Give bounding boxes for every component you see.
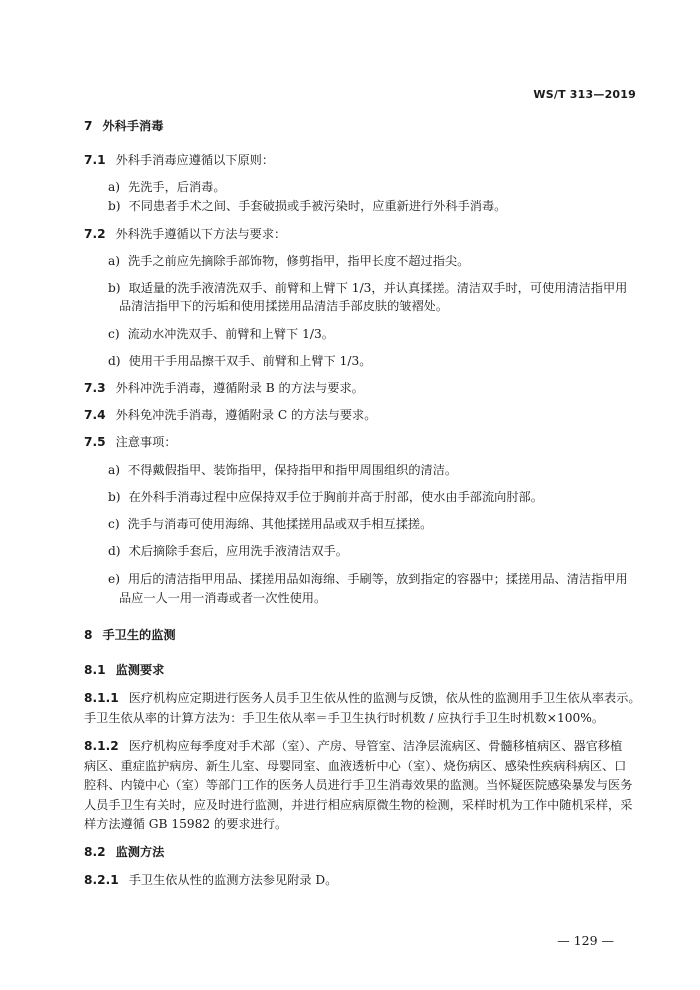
list-label: b) <box>108 490 121 504</box>
list-label: a) <box>108 254 121 268</box>
clause-8-1-2-line-2: 病区、重症监护病房、新生儿室、母婴同室、血液透析中心（室）、烧伤病区、感染性疾病科病区、口 <box>84 759 627 773</box>
list-label: c) <box>108 517 120 531</box>
clause-7-5 <box>84 433 644 452</box>
clause-7-2-c <box>108 325 648 344</box>
list-text: 取适量的洗手液清洗双手、前臂和上臂下 1/3，并认真揉搓。清洁双手时，可使用清洁指甲用 <box>128 281 628 295</box>
clause-title: 监测要求 <box>115 663 165 677</box>
clause-number: 8.2 <box>84 845 106 859</box>
section-title: 外科手消毒 <box>102 119 164 133</box>
section-8-heading <box>84 626 644 645</box>
clause-7-1 <box>84 151 644 170</box>
clause-7-2-b <box>108 279 648 298</box>
list-text: 用后的清洁指甲用品、揉搓用品如海绵、手刷等，放到指定的容器中；揉搓用品、清洁指甲用 <box>127 572 628 586</box>
clause-number: 7.2 <box>84 227 106 241</box>
clause-number: 8.1 <box>84 663 106 677</box>
list-label: a) <box>108 180 121 194</box>
clause-number: 8.1.1 <box>84 691 119 705</box>
clause-8-1-2-line-4: 人员手卫生有关时，应及时进行监测，并进行相应病原微生物的检测，采样时机为工作中随机采样，采 <box>84 798 633 812</box>
clause-text: 手卫生依从性的监测方法参见附录 D。 <box>128 873 338 887</box>
clause-7-2-a <box>108 252 648 271</box>
clause-7-2-d <box>108 352 648 371</box>
clause-8-1-2-line-3: 腔科、内镜中心（室）等部门工作的医务人员进行手卫生消毒效果的监测。当怀疑医院感染暴发与医务 <box>84 778 633 792</box>
list-text: 术后摘除手套后，应用洗手液清洁双手。 <box>128 544 348 558</box>
clause-number: 7.3 <box>84 381 106 395</box>
list-label: d) <box>108 544 121 558</box>
clause-7-2-b-continued: 品清洁指甲下的污垢和使用揉搓用品清洁手部皮肤的皱褶处。 <box>119 299 449 313</box>
list-text: 不得戴假指甲、装饰指甲，保持指甲和指甲周围组织的清洁。 <box>128 463 458 477</box>
list-text: 在外科手消毒过程中应保持双手位于胸前并高于肘部，使水由手部流向肘部。 <box>128 490 543 504</box>
list-label: e) <box>108 572 120 586</box>
clause-number: 8.1.2 <box>84 739 119 753</box>
clause-number: 8.2.1 <box>84 873 119 887</box>
clause-7-5-a <box>108 461 648 480</box>
clause-8-1-2 <box>84 737 644 756</box>
list-label: c) <box>108 327 120 341</box>
list-label: d) <box>108 354 121 368</box>
section-title: 手卫生的监测 <box>102 628 176 642</box>
clause-7-3 <box>84 379 644 398</box>
list-text: 先洗手，后消毒。 <box>128 180 226 194</box>
list-text: 不同患者手术之间、手套破损或手被污染时，应重新进行外科手消毒。 <box>128 199 507 213</box>
list-text: 流动水冲洗双手、前臂和上臂下 1/3。 <box>127 327 334 341</box>
list-text: 洗手之前应先摘除手部饰物，修剪指甲，指甲长度不超过指尖。 <box>128 254 470 268</box>
clause-text: 外科免冲洗手消毒，遵循附录 C 的方法与要求。 <box>115 408 377 422</box>
clause-number: 7.5 <box>84 435 106 449</box>
clause-8-1-heading <box>84 661 644 680</box>
clause-text: 医疗机构应定期进行医务人员手卫生依从性的监测与反馈，依从性的监测用手卫生依从率表示。 <box>128 691 641 705</box>
clause-8-1-1-continued: 手卫生依从率的计算方法为：手卫生依从率＝手卫生执行时机数 / 应执行手卫生时机数×100%。 <box>84 711 605 725</box>
page-number: — 129 — <box>557 933 614 948</box>
clause-7-5-e-continued: 品应一人一用一消毒或者一次性使用。 <box>119 591 327 605</box>
clause-8-2-1 <box>84 871 644 890</box>
clause-7-5-b <box>108 488 648 507</box>
list-text: 使用干手用品擦干双手、前臂和上臂下 1/3。 <box>128 354 372 368</box>
clause-7-5-d <box>108 542 648 561</box>
clause-title: 监测方法 <box>115 845 165 859</box>
clause-8-1-2-line-5: 样方法遵循 GB 15982 的要求进行。 <box>84 817 288 831</box>
section-number: 7 <box>84 119 93 133</box>
clause-text: 外科手消毒应遵循以下原则： <box>115 153 275 167</box>
clause-text: 外科冲洗手消毒，遵循附录 B 的方法与要求。 <box>115 381 364 395</box>
list-text: 洗手与消毒可使用海绵、其他揉搓用品或双手相互揉搓。 <box>127 517 433 531</box>
clause-7-2 <box>84 225 644 244</box>
clause-text: 外科洗手遵循以下方法与要求： <box>115 227 287 241</box>
clause-8-1-1 <box>84 689 644 708</box>
clause-7-5-e <box>108 570 648 589</box>
clause-text: 医疗机构应每季度对手术部（室）、产房、导管室、洁净层流病区、骨髓移植病区、器官移植 <box>128 739 623 753</box>
section-number: 8 <box>84 628 93 642</box>
list-label: a) <box>108 463 121 477</box>
clause-number: 7.1 <box>84 153 106 167</box>
clause-number: 7.4 <box>84 408 106 422</box>
clause-7-5-c <box>108 515 648 534</box>
clause-7-1-b <box>108 197 648 216</box>
clause-7-1-a <box>108 178 648 197</box>
clause-7-4 <box>84 406 644 425</box>
clause-text: 注意事项： <box>115 435 177 449</box>
list-label: b) <box>108 199 121 213</box>
standard-code: WS/T 313—2019 <box>533 88 636 101</box>
section-7-heading <box>84 117 644 136</box>
clause-8-2-heading <box>84 843 644 862</box>
list-label: b) <box>108 281 121 295</box>
